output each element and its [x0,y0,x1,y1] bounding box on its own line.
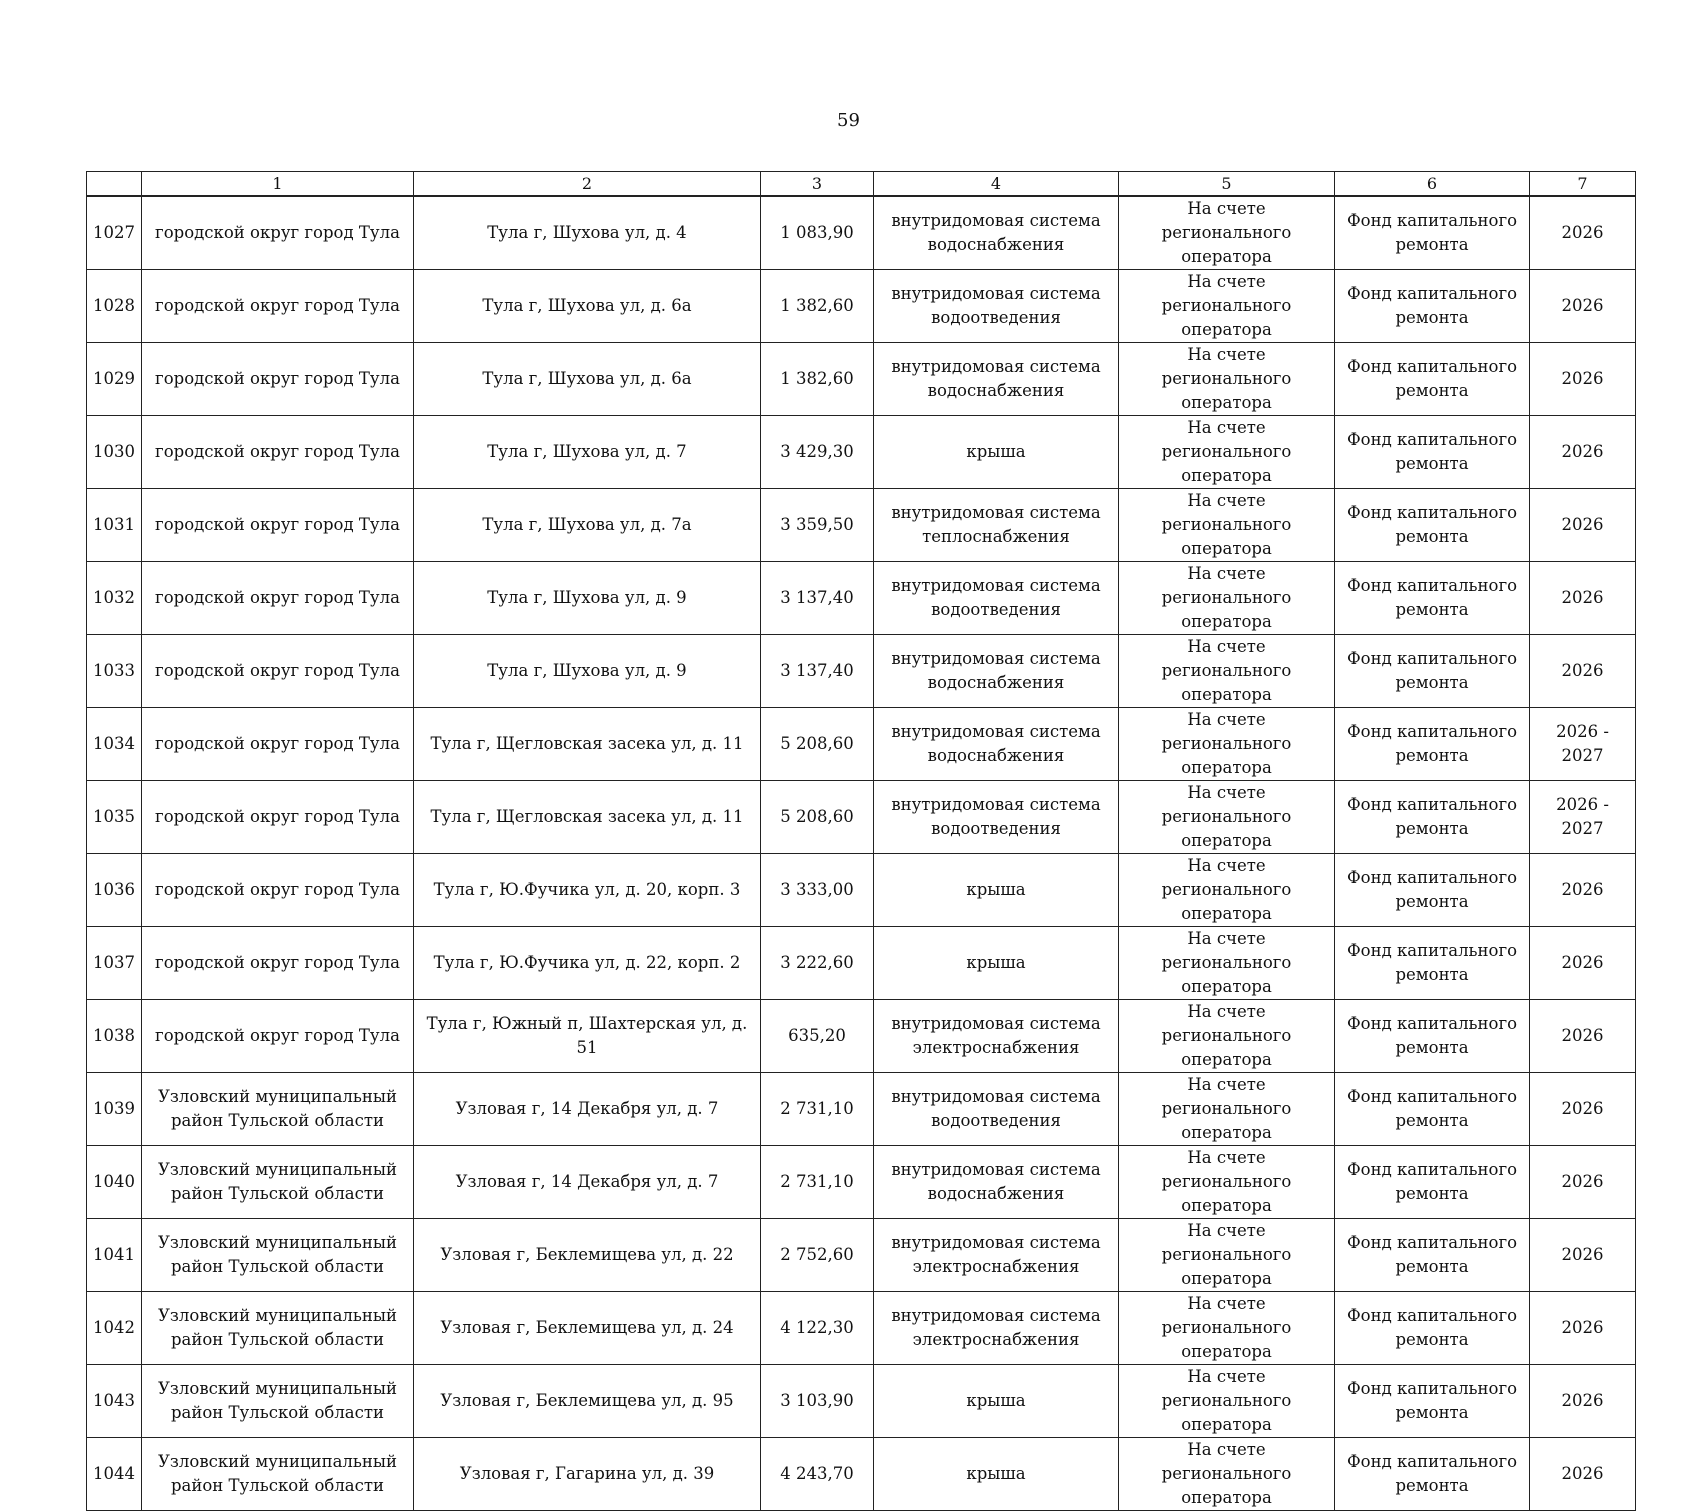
table-body [87,172,1636,1511]
row-number-cell: 1032 [87,562,142,635]
fund-cell: Фонд капитального ремонта [1335,708,1530,781]
address-cell: Тула г, Шухова ул, д. 9 [414,635,761,708]
year-cell: 2026 [1530,196,1636,270]
year-cell: 2026 [1530,270,1636,343]
address-cell: Тула г, Шухова ул, д. 6а [414,343,761,416]
repair-schedule-table [86,171,1636,1511]
area-cell: 3 137,40 [761,635,874,708]
repair-type-cell: внутридомовая система водоотведения [874,1073,1119,1146]
address-cell: Тула г, Шухова ул, д. 6а [414,270,761,343]
year-cell: 2026 [1530,1438,1636,1511]
district-cell: городской округ город Тула [142,343,414,416]
repair-type-cell: крыша [874,1365,1119,1438]
area-cell: 3 103,90 [761,1365,874,1438]
fund-cell: Фонд капитального ремонта [1335,562,1530,635]
year-cell: 2026 - 2027 [1530,781,1636,854]
area-cell: 2 752,60 [761,1219,874,1292]
account-cell: На счете регионального оператора [1119,781,1335,854]
fund-cell: Фонд капитального ремонта [1335,343,1530,416]
district-cell: городской округ город Тула [142,635,414,708]
district-cell: Узловский муниципальный район Тульской области [142,1365,414,1438]
year-cell: 2026 [1530,1146,1636,1219]
table-row [87,1292,1636,1365]
table-row [87,1146,1636,1219]
table-row [87,1000,1636,1073]
repair-type-cell: внутридомовая система водоотведения [874,562,1119,635]
column-header: 1 [142,172,414,197]
year-cell: 2026 - 2027 [1530,708,1636,781]
address-cell: Узловая г, 14 Декабря ул, д. 7 [414,1073,761,1146]
row-number-cell: 1043 [87,1365,142,1438]
repair-type-cell: внутридомовая система электроснабжения [874,1219,1119,1292]
table-row [87,1219,1636,1292]
repair-type-cell: крыша [874,416,1119,489]
area-cell: 3 222,60 [761,927,874,1000]
account-cell: На счете регионального оператора [1119,416,1335,489]
fund-cell: Фонд капитального ремонта [1335,1365,1530,1438]
table-row [87,1365,1636,1438]
year-cell: 2026 [1530,1292,1636,1365]
row-number-cell: 1041 [87,1219,142,1292]
account-cell: На счете регионального оператора [1119,270,1335,343]
account-cell: На счете регионального оператора [1119,196,1335,270]
page-number: 59 [837,110,860,131]
fund-cell: Фонд капитального ремонта [1335,635,1530,708]
account-cell: На счете регионального оператора [1119,854,1335,927]
fund-cell: Фонд капитального ремонта [1335,1219,1530,1292]
district-cell: городской округ город Тула [142,270,414,343]
repair-type-cell: внутридомовая система электроснабжения [874,1000,1119,1073]
fund-cell: Фонд капитального ремонта [1335,1292,1530,1365]
year-cell: 2026 [1530,1073,1636,1146]
account-cell: На счете регионального оператора [1119,1146,1335,1219]
year-cell: 2026 [1530,489,1636,562]
table-row [87,270,1636,343]
table-row [87,1438,1636,1511]
area-cell: 2 731,10 [761,1146,874,1219]
row-number-cell: 1042 [87,1292,142,1365]
repair-type-cell: внутридомовая система электроснабжения [874,1292,1119,1365]
area-cell: 1 382,60 [761,270,874,343]
address-cell: Узловая г, Беклемищева ул, д. 95 [414,1365,761,1438]
row-number-cell: 1031 [87,489,142,562]
repair-type-cell: внутридомовая система водоотведения [874,270,1119,343]
address-cell: Тула г, Южный п, Шахтерская ул, д. 51 [414,1000,761,1073]
address-cell: Тула г, Ю.Фучика ул, д. 22, корп. 2 [414,927,761,1000]
area-cell: 4 122,30 [761,1292,874,1365]
district-cell: Узловский муниципальный район Тульской области [142,1073,414,1146]
address-cell: Тула г, Шухова ул, д. 4 [414,196,761,270]
fund-cell: Фонд капитального ремонта [1335,1073,1530,1146]
table-row [87,489,1636,562]
address-cell: Тула г, Ю.Фучика ул, д. 20, корп. 3 [414,854,761,927]
district-cell: городской округ город Тула [142,416,414,489]
repair-type-cell: внутридомовая система водоснабжения [874,1146,1119,1219]
address-cell: Тула г, Щегловская засека ул, д. 11 [414,708,761,781]
district-cell: городской округ город Тула [142,196,414,270]
table-row [87,196,1636,270]
row-number-cell: 1030 [87,416,142,489]
address-cell: Тула г, Щегловская засека ул, д. 11 [414,781,761,854]
year-cell: 2026 [1530,927,1636,1000]
address-cell: Узловая г, Гагарина ул, д. 39 [414,1438,761,1511]
account-cell: На счете регионального оператора [1119,1438,1335,1511]
year-cell: 2026 [1530,854,1636,927]
area-cell: 1 083,90 [761,196,874,270]
area-cell: 3 333,00 [761,854,874,927]
repair-type-cell: внутридомовая система водоснабжения [874,196,1119,270]
area-cell: 4 243,70 [761,1438,874,1511]
column-header [87,172,142,197]
year-cell: 2026 [1530,343,1636,416]
area-cell: 5 208,60 [761,708,874,781]
table-row [87,927,1636,1000]
account-cell: На счете регионального оператора [1119,708,1335,781]
district-cell: городской округ город Тула [142,708,414,781]
account-cell: На счете регионального оператора [1119,1292,1335,1365]
repair-type-cell: внутридомовая система водоснабжения [874,635,1119,708]
fund-cell: Фонд капитального ремонта [1335,1438,1530,1511]
address-cell: Узловая г, Беклемищева ул, д. 22 [414,1219,761,1292]
address-cell: Тула г, Шухова ул, д. 7а [414,489,761,562]
table-row [87,562,1636,635]
address-cell: Узловая г, Беклемищева ул, д. 24 [414,1292,761,1365]
year-cell: 2026 [1530,1219,1636,1292]
fund-cell: Фонд капитального ремонта [1335,270,1530,343]
district-cell: Узловский муниципальный район Тульской области [142,1438,414,1511]
address-cell: Тула г, Шухова ул, д. 7 [414,416,761,489]
area-cell: 2 731,10 [761,1073,874,1146]
repair-type-cell: внутридомовая система водоснабжения [874,708,1119,781]
account-cell: На счете регионального оператора [1119,489,1335,562]
repair-type-cell: внутридомовая система водоснабжения [874,343,1119,416]
year-cell: 2026 [1530,635,1636,708]
district-cell: Узловский муниципальный район Тульской области [142,1219,414,1292]
fund-cell: Фонд капитального ремонта [1335,781,1530,854]
row-number-cell: 1040 [87,1146,142,1219]
district-cell: Узловский муниципальный район Тульской области [142,1146,414,1219]
column-header: 4 [874,172,1119,197]
area-cell: 5 208,60 [761,781,874,854]
area-cell: 3 359,50 [761,489,874,562]
column-header: 2 [414,172,761,197]
table-row [87,1073,1636,1146]
district-cell: городской округ город Тула [142,927,414,1000]
district-cell: городской округ город Тула [142,562,414,635]
column-header: 5 [1119,172,1335,197]
account-cell: На счете регионального оператора [1119,1000,1335,1073]
account-cell: На счете регионального оператора [1119,927,1335,1000]
district-cell: городской округ город Тула [142,489,414,562]
column-header: 7 [1530,172,1636,197]
year-cell: 2026 [1530,416,1636,489]
area-cell: 3 137,40 [761,562,874,635]
area-cell: 635,20 [761,1000,874,1073]
district-cell: городской округ город Тула [142,1000,414,1073]
district-cell: городской округ город Тула [142,854,414,927]
repair-type-cell: внутридомовая система водоотведения [874,781,1119,854]
area-cell: 3 429,30 [761,416,874,489]
row-number-cell: 1029 [87,343,142,416]
year-cell: 2026 [1530,562,1636,635]
row-number-cell: 1037 [87,927,142,1000]
account-cell: На счете регионального оператора [1119,562,1335,635]
row-number-cell: 1044 [87,1438,142,1511]
account-cell: На счете регионального оператора [1119,1365,1335,1438]
table-row [87,708,1636,781]
header-row [87,172,1636,197]
fund-cell: Фонд капитального ремонта [1335,196,1530,270]
row-number-cell: 1038 [87,1000,142,1073]
fund-cell: Фонд капитального ремонта [1335,489,1530,562]
row-number-cell: 1039 [87,1073,142,1146]
address-cell: Тула г, Шухова ул, д. 9 [414,562,761,635]
fund-cell: Фонд капитального ремонта [1335,416,1530,489]
repair-type-cell: крыша [874,927,1119,1000]
account-cell: На счете регионального оператора [1119,1073,1335,1146]
fund-cell: Фонд капитального ремонта [1335,1146,1530,1219]
fund-cell: Фонд капитального ремонта [1335,854,1530,927]
address-cell: Узловая г, 14 Декабря ул, д. 7 [414,1146,761,1219]
repair-type-cell: внутридомовая система теплоснабжения [874,489,1119,562]
account-cell: На счете регионального оператора [1119,343,1335,416]
column-header: 3 [761,172,874,197]
year-cell: 2026 [1530,1000,1636,1073]
table-row [87,781,1636,854]
account-cell: На счете регионального оператора [1119,635,1335,708]
row-number-cell: 1027 [87,196,142,270]
table-row [87,854,1636,927]
row-number-cell: 1035 [87,781,142,854]
area-cell: 1 382,60 [761,343,874,416]
row-number-cell: 1028 [87,270,142,343]
table-row [87,635,1636,708]
row-number-cell: 1036 [87,854,142,927]
table-row [87,343,1636,416]
table-row [87,416,1636,489]
row-number-cell: 1034 [87,708,142,781]
repair-type-cell: крыша [874,1438,1119,1511]
fund-cell: Фонд капитального ремонта [1335,1000,1530,1073]
year-cell: 2026 [1530,1365,1636,1438]
fund-cell: Фонд капитального ремонта [1335,927,1530,1000]
repair-type-cell: крыша [874,854,1119,927]
account-cell: На счете регионального оператора [1119,1219,1335,1292]
district-cell: Узловский муниципальный район Тульской области [142,1292,414,1365]
district-cell: городской округ город Тула [142,781,414,854]
row-number-cell: 1033 [87,635,142,708]
column-header: 6 [1335,172,1530,197]
